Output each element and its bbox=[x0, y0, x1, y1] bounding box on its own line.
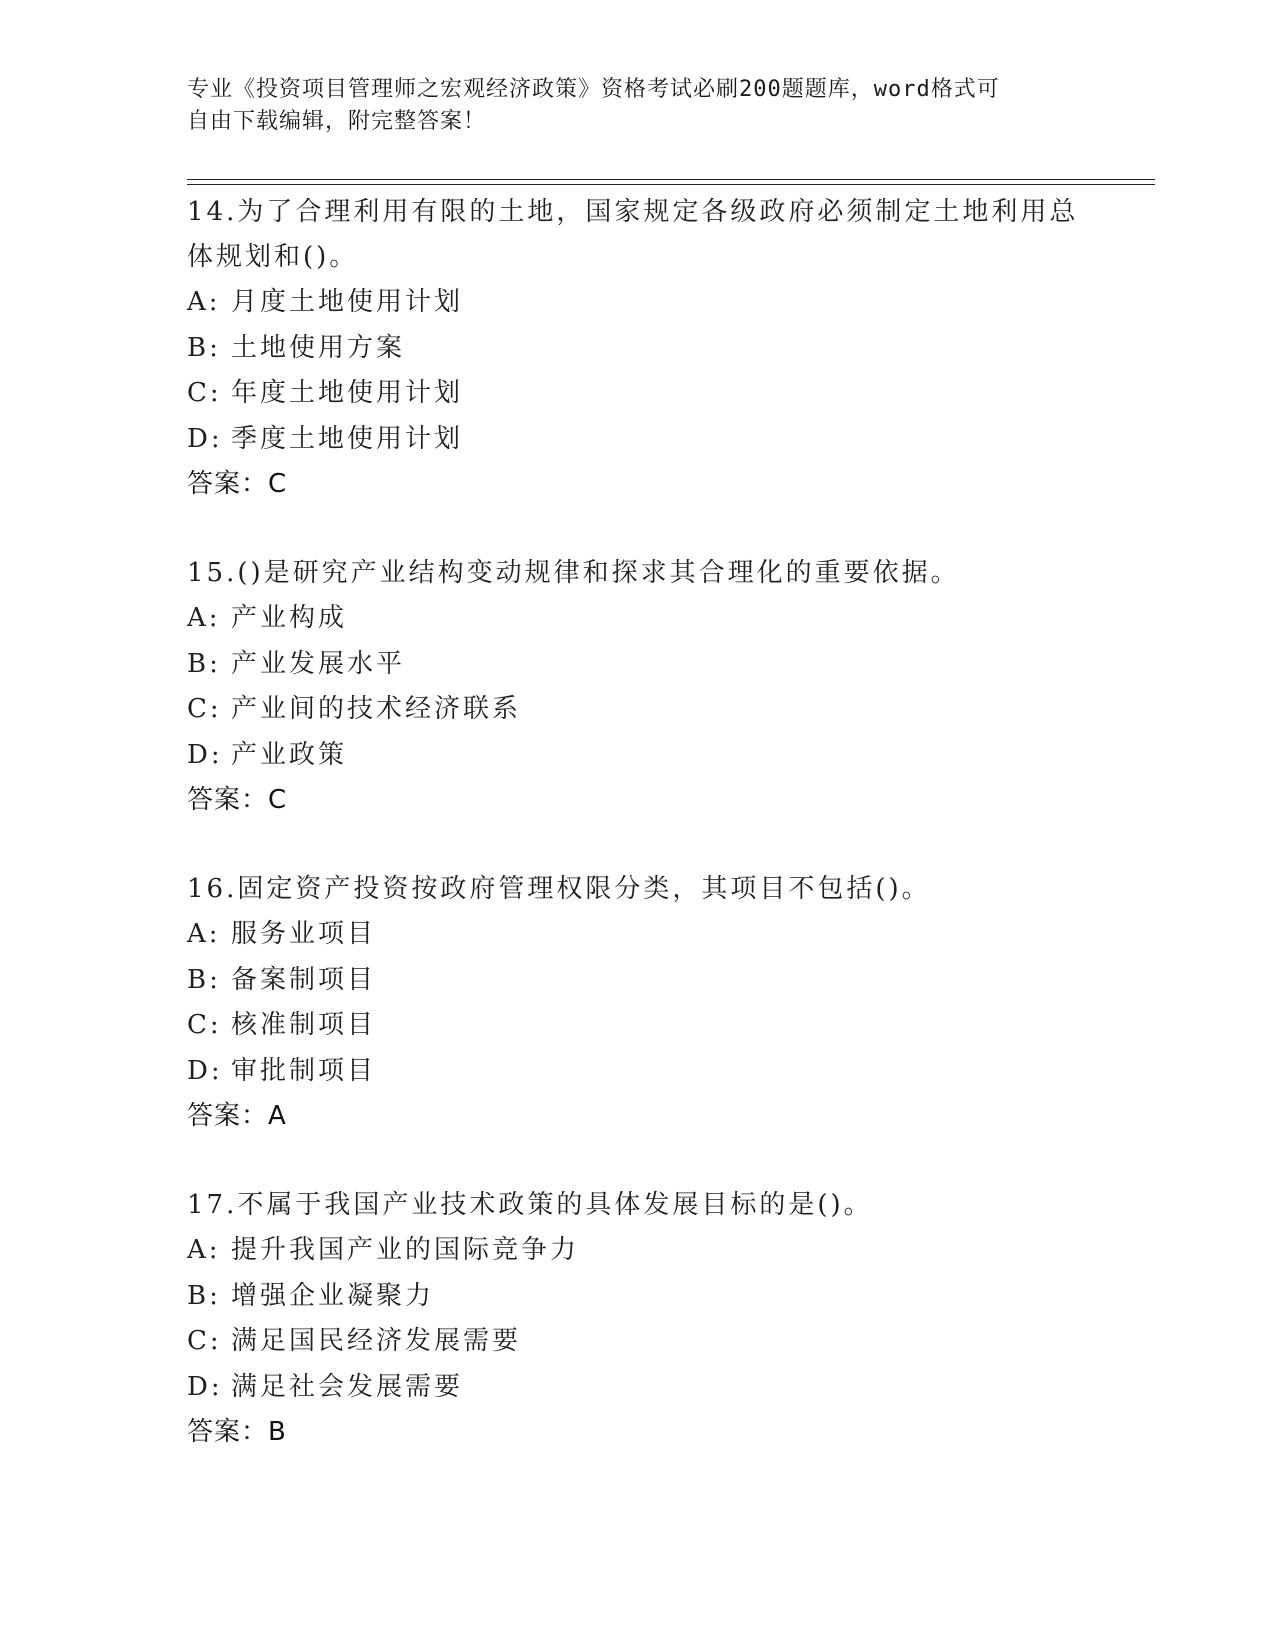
option-key: D: bbox=[187, 1055, 223, 1086]
option-key: A: bbox=[187, 919, 221, 949]
answer-line: 答案：C bbox=[187, 785, 288, 815]
option-text: 土地使用方案 bbox=[231, 332, 406, 363]
option-key: C: bbox=[187, 694, 222, 724]
option-text: 满足社会发展需要 bbox=[231, 1371, 464, 1402]
question-stem-continued: 体规划和()。 bbox=[187, 242, 359, 272]
option-d bbox=[187, 1365, 1087, 1411]
option-b bbox=[187, 326, 1087, 372]
answer-line: 答案：C bbox=[187, 469, 288, 499]
option-c bbox=[187, 1319, 1087, 1365]
option-text: 满足国民经济发展需要 bbox=[231, 1326, 522, 1356]
option-text: 产业发展水平 bbox=[231, 648, 406, 679]
option-c bbox=[187, 1003, 1087, 1049]
answer-line: 答案：A bbox=[187, 1101, 287, 1131]
option-text: 提升我国产业的国际竞争力 bbox=[231, 1235, 580, 1265]
question-list bbox=[187, 190, 1087, 1499]
option-key: D: bbox=[187, 739, 223, 770]
option-key: A: bbox=[187, 603, 221, 633]
header-line-1: 专业《投资项目管理师之宏观经济政策》资格考试必刷200题题库，word格式可 bbox=[187, 77, 1000, 102]
question-15 bbox=[187, 551, 1087, 823]
option-key: A: bbox=[187, 1235, 221, 1265]
option-c bbox=[187, 687, 1087, 733]
question-stem: 17.不属于我国产业技术政策的具体发展目标的是()。 bbox=[187, 1190, 873, 1220]
option-text: 年度土地使用计划 bbox=[231, 378, 464, 408]
option-a bbox=[187, 596, 1087, 642]
option-key: B: bbox=[187, 964, 221, 995]
option-text: 增强企业凝聚力 bbox=[231, 1280, 435, 1311]
option-text: 备案制项目 bbox=[231, 964, 377, 995]
option-text: 季度土地使用计划 bbox=[231, 423, 464, 454]
option-key: D: bbox=[187, 423, 223, 454]
option-text: 核准制项目 bbox=[231, 1010, 377, 1040]
option-c bbox=[187, 371, 1087, 417]
option-a bbox=[187, 912, 1087, 958]
option-d bbox=[187, 733, 1087, 779]
option-key: C: bbox=[187, 378, 222, 408]
option-key: A: bbox=[187, 287, 221, 317]
option-key: D: bbox=[187, 1371, 223, 1402]
option-text: 月度土地使用计划 bbox=[231, 287, 464, 317]
header-line-2: 自由下载编辑，附完整答案！ bbox=[187, 109, 487, 134]
option-a bbox=[187, 1228, 1087, 1274]
option-text: 服务业项目 bbox=[231, 919, 377, 949]
option-key: B: bbox=[187, 1280, 221, 1311]
option-b bbox=[187, 1274, 1087, 1320]
option-d bbox=[187, 1049, 1087, 1095]
option-b bbox=[187, 958, 1087, 1004]
option-key: C: bbox=[187, 1326, 222, 1356]
question-stem: 16.固定资产投资按政府管理权限分类，其项目不包括()。 bbox=[187, 874, 931, 904]
option-text: 产业构成 bbox=[231, 603, 348, 633]
question-16 bbox=[187, 867, 1087, 1139]
option-text: 产业间的技术经济联系 bbox=[231, 694, 522, 724]
question-stem: 14.为了合理利用有限的土地，国家规定各级政府必须制定土地利用总 bbox=[187, 197, 1079, 227]
option-key: C: bbox=[187, 1010, 222, 1040]
answer-line: 答案：B bbox=[187, 1417, 287, 1447]
question-17 bbox=[187, 1183, 1087, 1455]
question-stem: 15.()是研究产业结构变动规律和探求其合理化的重要依据。 bbox=[187, 558, 960, 588]
document-header bbox=[187, 74, 1067, 138]
option-a bbox=[187, 280, 1087, 326]
header-divider-bottom bbox=[187, 184, 1155, 185]
question-14 bbox=[187, 190, 1087, 507]
header-divider-top bbox=[187, 179, 1155, 180]
option-b bbox=[187, 642, 1087, 688]
option-key: B: bbox=[187, 332, 221, 363]
option-d bbox=[187, 417, 1087, 463]
option-key: B: bbox=[187, 648, 221, 679]
option-text: 产业政策 bbox=[231, 739, 348, 770]
option-text: 审批制项目 bbox=[231, 1055, 377, 1086]
